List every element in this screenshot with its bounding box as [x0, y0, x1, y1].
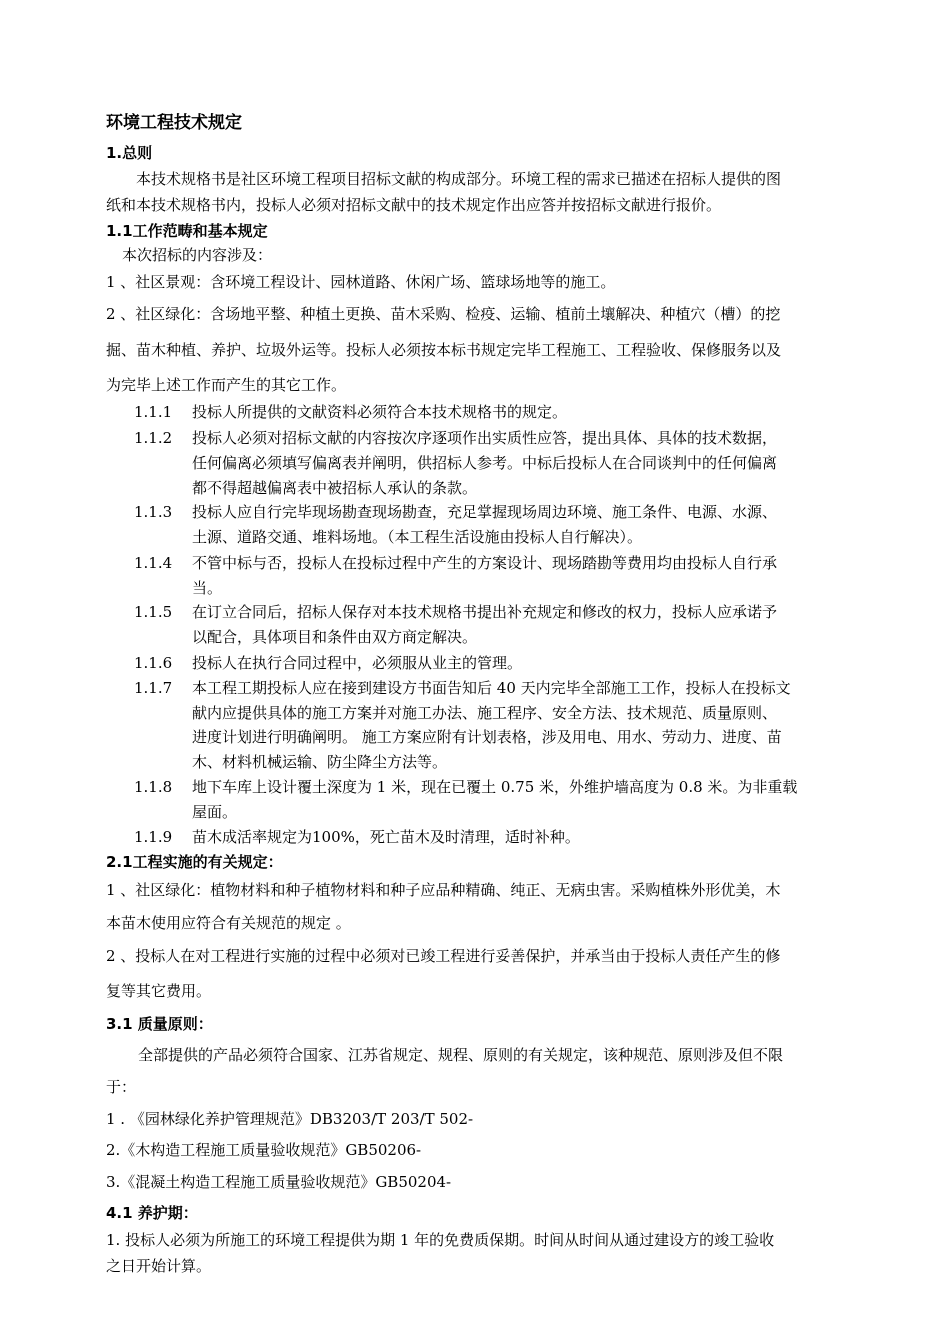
list-item-line: 掘、苗木种植、养护、垃圾外运等。投标人必须按本标书规定完毕工程施工、工程验收、保修服务以及 — [106, 341, 782, 359]
clause-number: 1.1.9 — [134, 828, 173, 846]
clause-number: 1.1.1 — [134, 403, 173, 421]
section-heading-4-1: 4.1 养护期： — [106, 1204, 198, 1222]
list-item: 1 、社区景观：含环境工程设计、园林道路、休闲广场、篮球场地等的施工。 — [106, 273, 616, 291]
clause-line: 地下车库上设计覆土深度为 1 米，现在已覆土 0.75 米，外维护墙高度为 0.8 米。为非重载 — [192, 778, 798, 796]
list-item: 3.《混凝土构造工程施工质量验收规范》GB50204- — [106, 1173, 452, 1191]
paragraph-line: 本技术规格书是社区环境工程项目招标文献的构成部分。环境工程的需求已描述在招标人提供的图 — [136, 170, 782, 188]
clause-number: 1.1.6 — [134, 654, 173, 672]
clause-number: 1.1.3 — [134, 503, 173, 521]
clause-line: 都不得超越偏离表中被招标人承认的条款。 — [192, 479, 478, 497]
list-item: 2.《木构造工程施工质量验收规范》GB50206- — [106, 1141, 422, 1159]
list-item: 1. 投标人必须为所施工的环境工程提供为期 1 年的免费质保期。时间从时间从通过建设方的竣工验收 — [106, 1231, 775, 1249]
clause-line: 投标人必须对招标文献的内容按次序逐项作出实质性应答，提出具体、具体的技术数据， — [192, 429, 778, 447]
section-heading-2-1: 2.1工程实施的有关规定： — [106, 853, 283, 871]
clause-line: 当。 — [192, 579, 223, 597]
clause-line: 本工程工期投标人应在接到建设方书面告知后 40 天内完毕全部施工工作，投标人在投标文 — [192, 679, 791, 697]
clause-line: 献内应提供具体的施工方案并对施工办法、施工程序、安全方法、技术规范、质量原则、 — [192, 704, 778, 722]
list-item: 1 、社区绿化：植物材料和种子植物材料和种子应品种精确、纯正、无病虫害。采购植株外形优美，木 — [106, 881, 781, 899]
list-item: 2 、社区绿化：含场地平整、种植土更换、苗木采购、检疫、运输、植前土壤解决、种植穴（槽）的挖 — [106, 305, 781, 323]
clause-line: 在订立合同后，招标人保存对本技术规格书提出补充规定和修改的权力，投标人应承诺予 — [192, 603, 778, 621]
clause-line: 苗木成活率规定为100%，死亡苗木及时清理，适时补种。 — [192, 828, 580, 846]
paragraph-line: 全部提供的产品必须符合国家、江苏省规定、规程、原则的有关规定，该种规范、原则涉及但不限 — [138, 1046, 784, 1064]
paragraph-line: 于： — [106, 1078, 137, 1096]
clause-line: 不管中标与否，投标人在投标过程中产生的方案设计、现场踏勘等费用均由投标人自行承 — [192, 554, 778, 572]
clause-number: 1.1.2 — [134, 429, 173, 447]
clause-line: 任何偏离必须填写偏离表并阐明，供招标人参考。中标后投标人在合同谈判中的任何偏离 — [192, 454, 778, 472]
clause-line: 进度计划进行明确阐明。 施工方案应附有计划表格，涉及用电、用水、劳动力、进度、苗 — [192, 728, 782, 746]
list-item: 1 . 《园林绿化养护管理规范》DB3203/T 203/T 502- — [106, 1110, 474, 1128]
list-item-line: 复等其它费用。 — [106, 982, 212, 1000]
clause-number: 1.1.7 — [134, 679, 173, 697]
list-item-line: 为完毕上述工作而产生的其它工作。 — [106, 376, 347, 394]
clause-number: 1.1.8 — [134, 778, 173, 796]
clause-line: 木、材料机械运输、防尘降尘方法等。 — [192, 753, 448, 771]
clause-number: 1.1.5 — [134, 603, 173, 621]
list-item: 2 、投标人在对工程进行实施的过程中必须对已竣工程进行妥善保护，并承当由于投标人责任产生的修 — [106, 947, 781, 965]
paragraph-line: 纸和本技术规格书内，投标人必须对招标文献中的技术规定作出应答并按招标文献进行报价。 — [106, 196, 722, 214]
section-heading-1: 1.总则 — [106, 144, 153, 162]
clause-line: 投标人所提供的文献资料必须符合本技术规格书的规定。 — [192, 403, 568, 421]
clause-number: 1.1.4 — [134, 554, 173, 572]
clause-line: 投标人在执行合同过程中，必须服从业主的管理。 — [192, 654, 523, 672]
paragraph-line: 本次招标的内容涉及： — [122, 246, 273, 264]
section-heading-1-1: 1.1工作范畴和基本规定 — [106, 222, 268, 240]
clause-line: 屋面。 — [192, 803, 238, 821]
clause-line: 投标人应自行完毕现场勘查现场勘查，充足掌握现场周边环境、施工条件、电源、水源、 — [192, 503, 778, 521]
list-item-line: 之日开始计算。 — [106, 1257, 212, 1275]
list-item-line: 本苗木使用应符合有关规范的规定 。 — [106, 914, 351, 932]
section-heading-3-1: 3.1 质量原则： — [106, 1015, 213, 1033]
page-title: 环境工程技术规定 — [106, 113, 242, 133]
clause-line: 以配合，具体项目和条件由双方商定解决。 — [192, 628, 478, 646]
clause-line: 土源、道路交通、堆料场地。（本工程生活设施由投标人自行解决）。 — [192, 528, 643, 546]
